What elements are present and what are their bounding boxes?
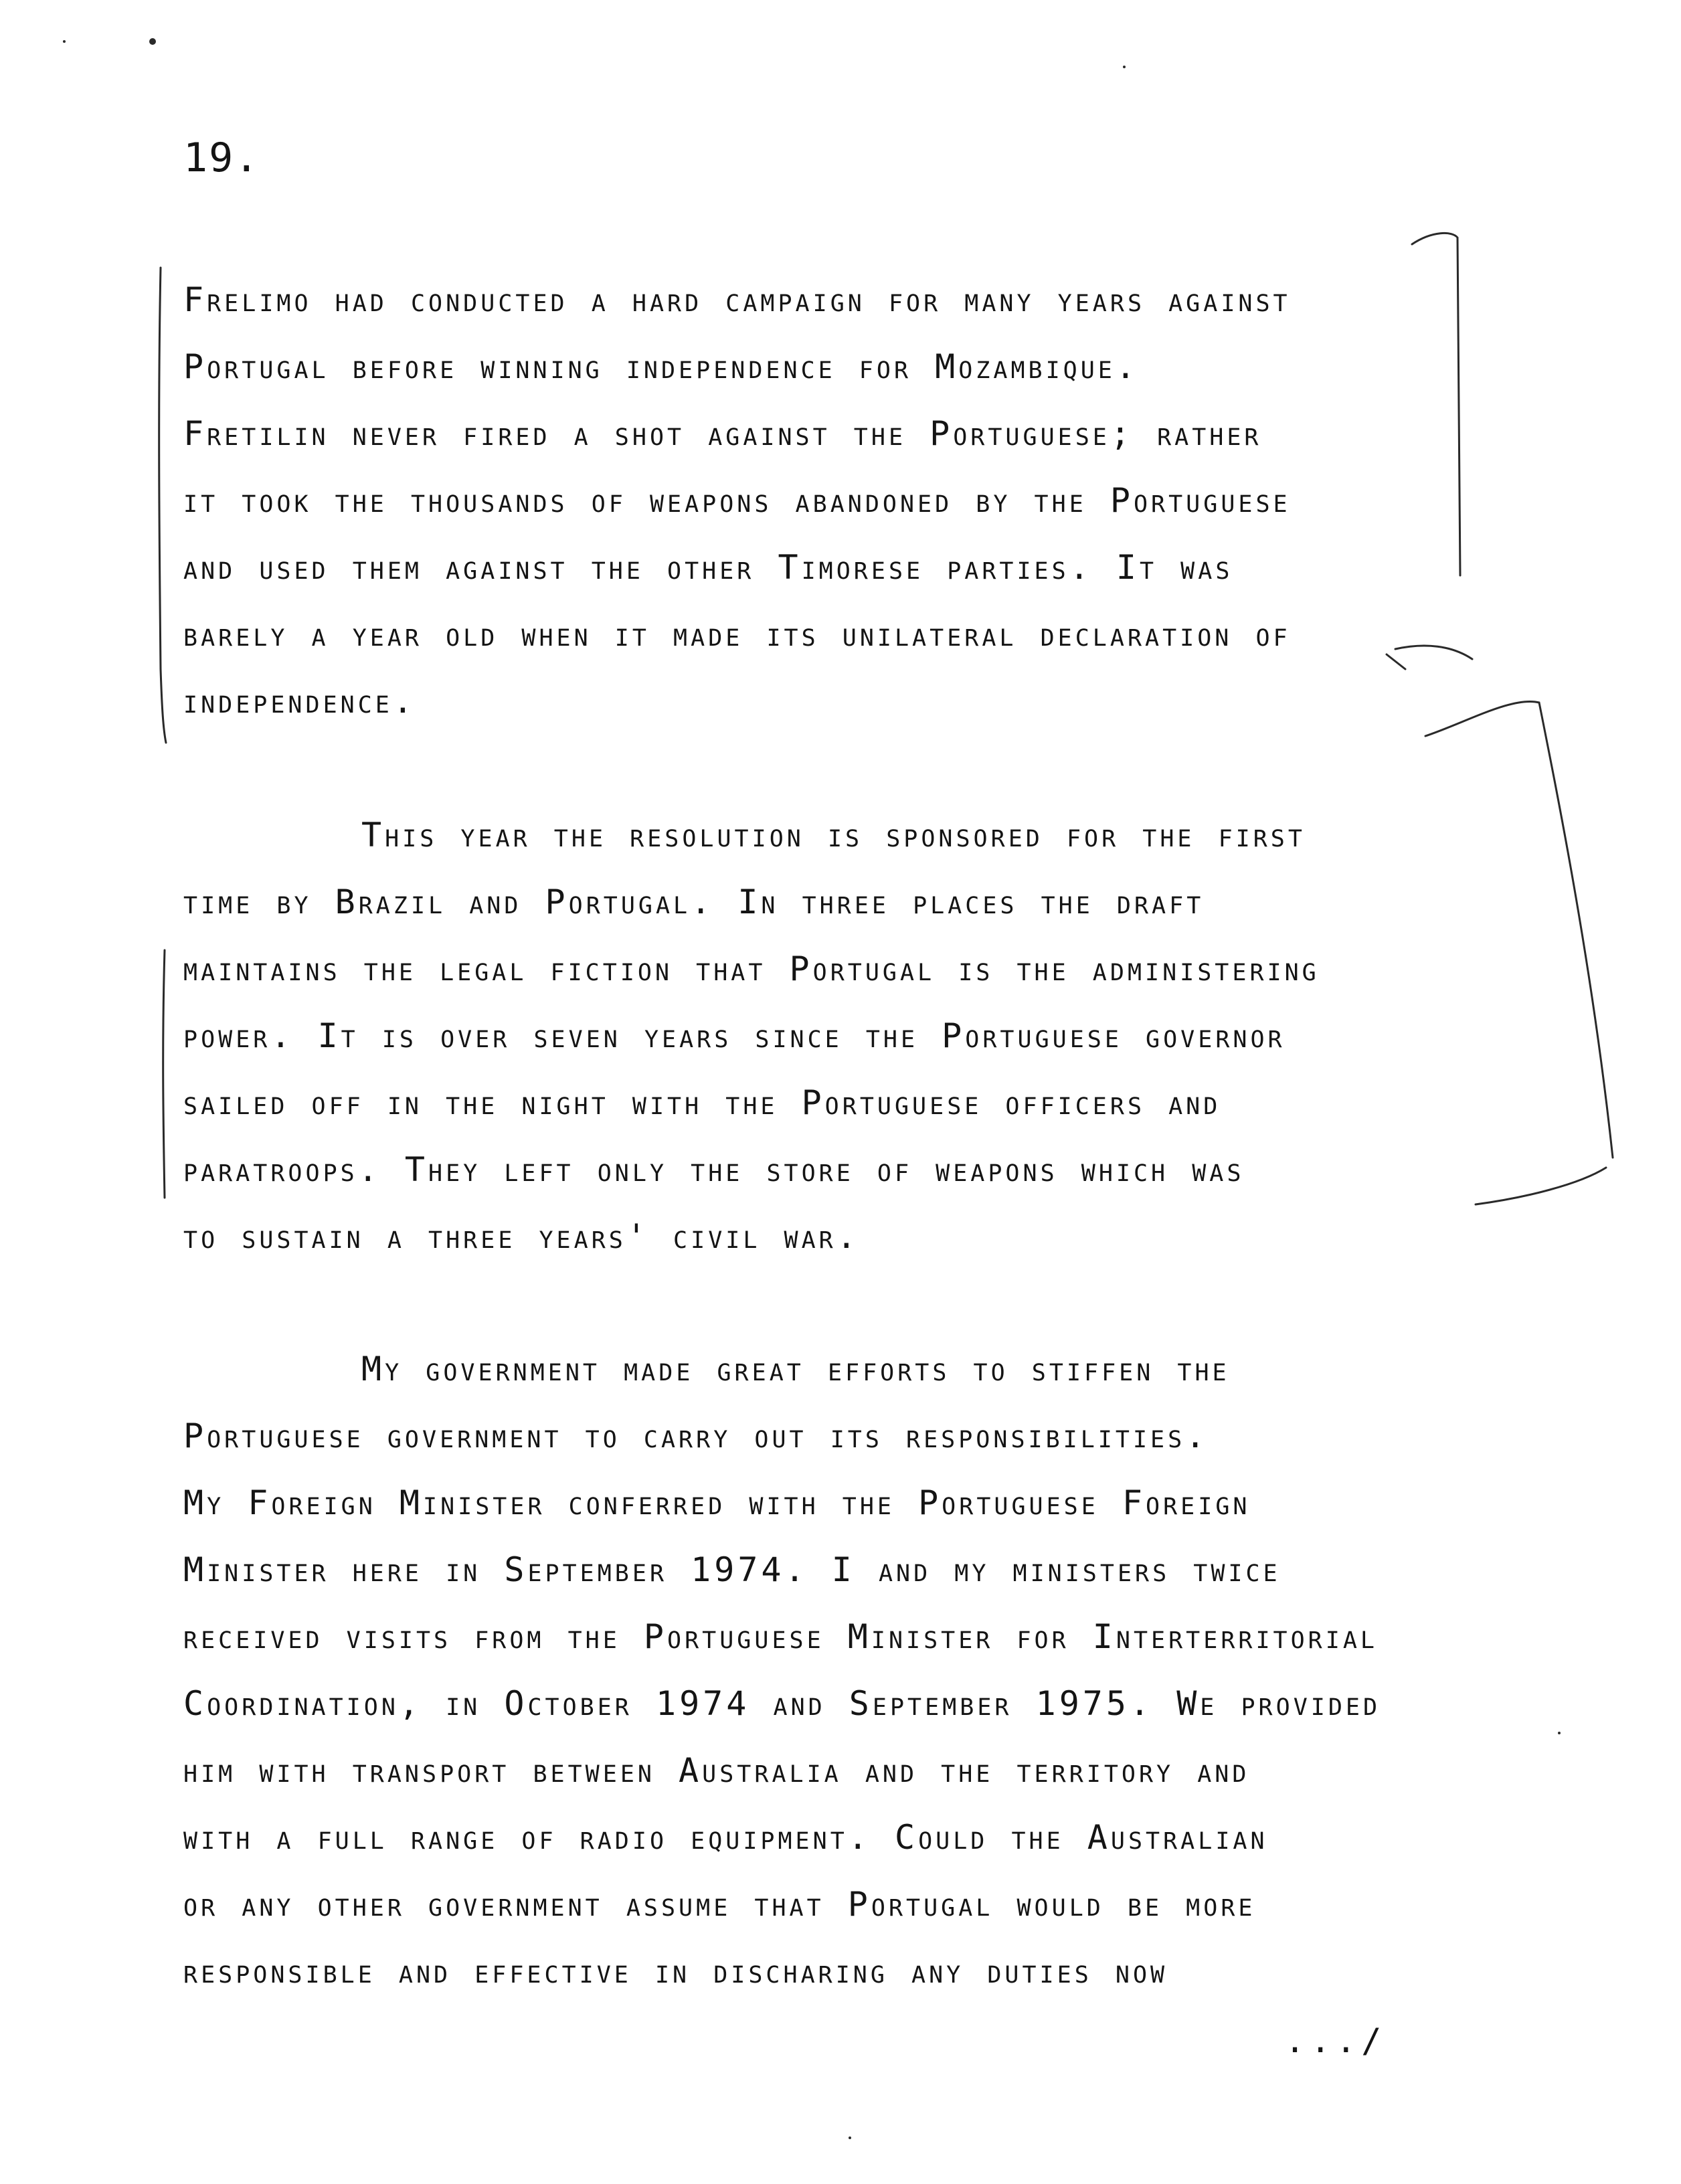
paragraph-2-line-1: This year the resolution is sponsored for the first bbox=[361, 816, 1306, 854]
paragraph-1-line-3: Fretilin never fired a shot against the Portuguese; rather bbox=[183, 414, 1262, 453]
paragraph-3-line-6: Coordination, in October 1974 and September 1975. We provided bbox=[183, 1684, 1381, 1723]
page-number: 19. bbox=[183, 134, 260, 181]
paragraph-3-line-7: him with transport between Australia and the territory and bbox=[183, 1751, 1250, 1790]
paragraph-3-line-8: with a full range of radio equipment. Could the Australian bbox=[183, 1818, 1268, 1857]
left-margin-bracket-1 bbox=[159, 268, 166, 743]
right-margin-tick-3 bbox=[1476, 1168, 1606, 1204]
continuation-mark: .../ bbox=[1285, 2021, 1387, 2060]
paragraph-3-line-5: received visits from the Portuguese Minister for Interterritorial bbox=[183, 1617, 1378, 1656]
paragraph-2-line-5: sailed off in the night with the Portuguese officers and bbox=[183, 1083, 1221, 1122]
paragraph-1-line-5: and used them against the other Timorese parties. It was bbox=[183, 548, 1233, 587]
paragraph-3-line-3: My Foreign Minister conferred with the Portuguese Foreign bbox=[183, 1483, 1251, 1522]
scan-speck-5 bbox=[849, 2136, 851, 2139]
paragraph-1-line-7: independence. bbox=[183, 682, 416, 721]
paragraph-1-line-6: barely a year old when it made its unilateral declaration of bbox=[183, 615, 1291, 654]
paragraph-3-line-10: responsible and effective in discharing any duties now bbox=[183, 1952, 1168, 1991]
paragraph-1-line-2: Portugal before winning independence for Mozambique. bbox=[183, 347, 1139, 386]
paragraph-2-line-4: power. It is over seven years since the Portuguese governor bbox=[183, 1016, 1286, 1055]
paragraph-3-line-1: My government made great efforts to stiffen the bbox=[361, 1350, 1230, 1388]
scan-speck-4 bbox=[1558, 1732, 1561, 1734]
right-margin-tick-2 bbox=[1387, 654, 1405, 669]
right-margin-bracket-2 bbox=[1425, 701, 1613, 1158]
scan-speck-2 bbox=[63, 40, 66, 43]
left-margin-bracket-2 bbox=[163, 950, 165, 1198]
scan-speck-1 bbox=[149, 38, 156, 45]
paragraph-3-line-4: Minister here in September 1974. I and my ministers twice bbox=[183, 1550, 1281, 1589]
right-margin-bracket-1 bbox=[1412, 233, 1460, 575]
paragraph-2-line-3: maintains the legal fiction that Portugal is the administering bbox=[183, 949, 1320, 988]
paragraph-2-line-2: time by Brazil and Portugal. In three places the draft bbox=[183, 883, 1205, 921]
paragraph-1-line-4: it took the thousands of weapons abandoned by the Portuguese bbox=[183, 481, 1291, 520]
paragraph-3-line-9: or any other government assume that Portugal would be more bbox=[183, 1885, 1256, 1924]
right-margin-tick-1 bbox=[1395, 646, 1472, 659]
paragraph-1-line-1: Frelimo had conducted a hard campaign for many years against bbox=[183, 280, 1291, 319]
paragraph-2-line-7: to sustain a three years' civil war. bbox=[183, 1217, 860, 1256]
paragraph-3-line-2: Portuguese government to carry out its responsibilities. bbox=[183, 1417, 1209, 1455]
paragraph-2-line-6: paratroops. They left only the store of weapons which was bbox=[183, 1150, 1245, 1189]
scan-speck-3 bbox=[1123, 66, 1126, 68]
